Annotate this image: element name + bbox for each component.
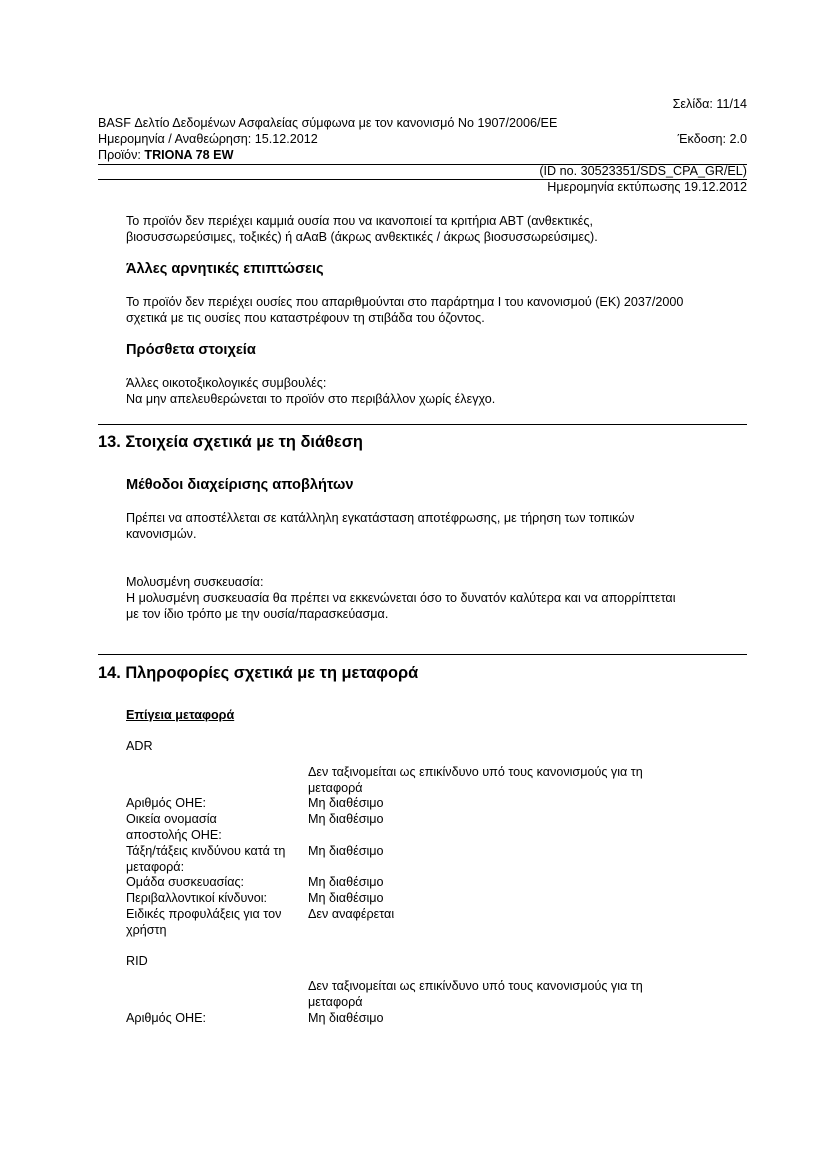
section-13-divider — [98, 424, 747, 425]
document-title: BASF Δελτίο Δεδομένων Ασφαλείας σύμφωνα με τον κανονισμό Νο 1907/2006/ΕΕ — [98, 116, 558, 130]
packaging-text-1: Μολυσμένη συσκευασία: — [126, 575, 264, 589]
rid-label: RID — [126, 954, 148, 968]
adr-not-classified: Δεν ταξινομείται ως επικίνδυνο υπό τους κανονισμούς για τη μεταφορά — [308, 765, 643, 795]
revision-date: Ημερομηνία / Αναθεώρηση: 15.12.2012 — [98, 132, 318, 146]
adr-class-value: Μη διαθέσιμο — [308, 844, 384, 858]
other-effects-text-2: σχετικά με τις ουσίες που καταστρέφουν τη στιβάδα του όζοντος. — [126, 311, 485, 325]
adr-env-label: Περιβαλλοντικοί κίνδυνοι: — [126, 891, 268, 905]
rid-un-label: Αριθμός ΟΗΕ: — [126, 1011, 206, 1025]
section-13-title: 13. Στοιχεία σχετικά με τη διάθεση — [98, 433, 363, 451]
document-id: (ID no. 30523351/SDS_CPA_GR/EL) — [539, 164, 747, 178]
adr-group-value: Μη διαθέσιμο — [308, 875, 384, 889]
version: Έκδοση: 2.0 — [677, 132, 747, 146]
adr-class-label: Τάξη/τάξεις κινδύνου κατά τη μεταφορά: — [126, 844, 286, 874]
product-name: TRIONA 78 EW — [144, 148, 234, 162]
adr-env-value: Μη διαθέσιμο — [308, 891, 384, 905]
waste-text-1: Πρέπει να αποστέλλεται σε κατάλληλη εγκατάσταση αποτέφρωσης, με τήρηση των τοπικών — [126, 511, 635, 525]
pbt-text-1: Το προϊόν δεν περιέχει καμμιά ουσία που να ικανοποιεί τα κριτήρια ΑΒΤ (ανθεκτικές, — [126, 214, 593, 228]
adr-shipping-value: Μη διαθέσιμο — [308, 812, 384, 826]
adr-un-label: Αριθμός ΟΗΕ: — [126, 796, 206, 810]
print-date: Ημερομηνία εκτύπωσης 19.12.2012 — [547, 180, 747, 194]
product-label: Προϊόν: — [98, 148, 145, 162]
adr-special-value: Δεν αναφέρεται — [308, 907, 395, 921]
other-effects-text-1: Το προϊόν δεν περιέχει ουσίες που απαριθμούνται στο παράρτημα Ι του κανονισμού (ΕΚ) 2037/2000 — [126, 295, 684, 309]
packaging-text-2: Η μολυσμένη συσκευασία θα πρέπει να εκκενώνεται όσο το δυνατόν καλύτερα και να απορρίπτεται — [126, 591, 676, 605]
adr-group-label: Ομάδα συσκευασίας: — [126, 875, 245, 889]
rid-un-value: Μη διαθέσιμο — [308, 1011, 384, 1025]
adr-shipping-label: Οικεία ονομασία αποστολής ΟΗΕ: — [126, 812, 222, 842]
waste-heading: Μέθοδοι διαχείρισης αποβλήτων — [126, 477, 354, 493]
additional-heading: Πρόσθετα στοιχεία — [126, 342, 256, 358]
packaging-text-3: με τον ίδιο τρόπο με την ουσία/παρασκεύασμα. — [126, 607, 389, 621]
page-number: Σελίδα: 11/14 — [672, 97, 747, 111]
product-line — [98, 148, 233, 162]
section-14-title: 14. Πληροφορίες σχετικά με τη μεταφορά — [98, 664, 419, 682]
pbt-text-2: βιοσυσσωρεύσιμες, τοξικές) ή αΑαΒ (άκρως ανθεκτικές / άκρως βιοσυσσωρεύσιμες). — [126, 230, 598, 244]
land-transport-heading: Επίγεια μεταφορά — [126, 708, 235, 722]
rid-not-classified: Δεν ταξινομείται ως επικίνδυνο υπό τους κανονισμούς για τη μεταφορά — [308, 979, 643, 1009]
adr-un-value: Μη διαθέσιμο — [308, 796, 384, 810]
additional-text-1: Άλλες οικοτοξικολογικές συμβουλές: — [126, 376, 327, 390]
adr-label: ADR — [126, 739, 153, 753]
additional-text-2: Να μην απελευθερώνεται το προϊόν στο περιβάλλον χωρίς έλεγχο. — [126, 392, 496, 406]
other-effects-heading: Άλλες αρνητικές επιπτώσεις — [126, 261, 324, 277]
section-14-divider — [98, 654, 747, 655]
waste-text-2: κανονισμών. — [126, 527, 197, 541]
adr-special-label: Ειδικές προφυλάξεις για τον χρήστη — [126, 907, 282, 937]
